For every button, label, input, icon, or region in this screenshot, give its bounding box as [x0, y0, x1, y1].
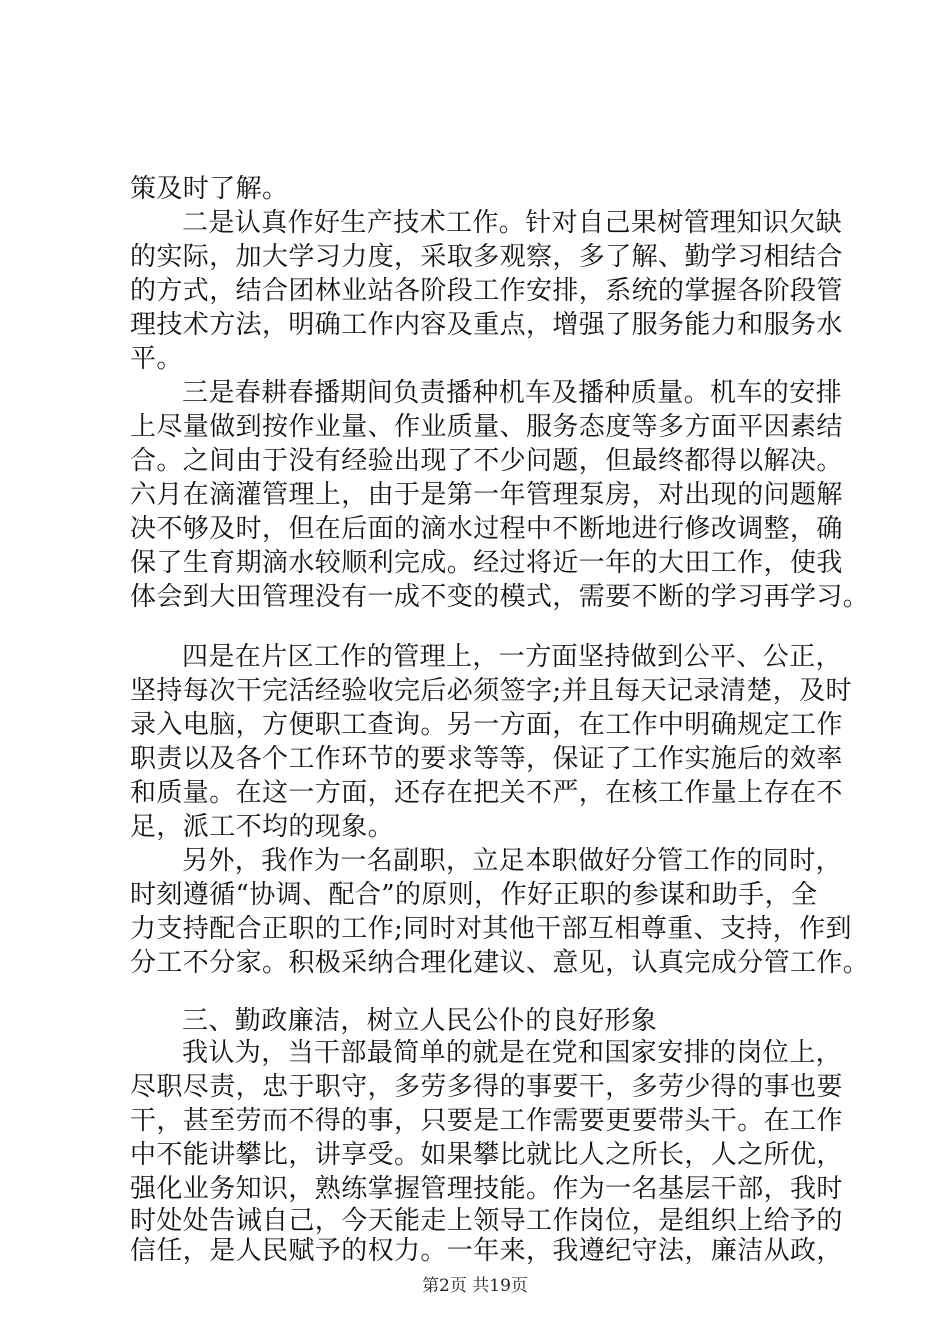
paragraph-line: 体会到大田管理没有一成不变的模式，需要不断的学习再学习。: [130, 582, 870, 612]
paragraph-line: 时处处告诫自己，今天能走上领导工作岗位，是组织上给予的: [130, 1206, 843, 1236]
paragraph-line: 信任，是人民赋予的权力。一年来，我遵纪守法，廉洁从政，: [130, 1236, 843, 1266]
paragraph-line: 三是春耕春播期间负责播种机车及播种质量。机车的安排: [182, 378, 843, 408]
paragraph-line: 保了生育期滴水较顺利完成。经过将近一年的大田工作，使我: [130, 548, 843, 578]
paragraph-line: 的方式，结合团林业站各阶段工作安排，系统的掌握各阶段管: [130, 276, 843, 306]
paragraph-line: 职责以及各个工作环节的要求等等，保证了工作实施后的效率: [130, 744, 843, 774]
paragraph-line: 我认为，当干部最简单的就是在党和国家安排的岗位上，: [182, 1038, 843, 1068]
paragraph-line: 的实际，加大学习力度，采取多观察，多了解、勤学习相结合: [130, 242, 843, 272]
paragraph-line: 录入电脑，方便职工查询。另一方面，在工作中明确规定工作: [130, 710, 843, 740]
paragraph-line: 时刻遵循“协调、配合”的原则，作好正职的参谋和助手，全: [130, 880, 818, 910]
paragraph-line: 强化业务知识，熟练掌握管理技能。作为一名基层干部，我时: [130, 1174, 843, 1204]
paragraph-line: 六月在滴灌管理上，由于是第一年管理泵房，对出现的问题解: [130, 480, 843, 510]
section-heading: 三、勤政廉洁，树立人民公仆的良好形象: [182, 1006, 658, 1036]
paragraph-line: 和质量。在这一方面，还存在把关不严，在核工作量上存在不: [130, 778, 843, 808]
paragraph-line: 尽职尽责，忠于职守，多劳多得的事要干，多劳少得的事也要: [130, 1072, 843, 1102]
paragraph-line: 坚持每次干完活经验收完后必须签字;并且每天记录清楚，及时: [130, 676, 852, 706]
paragraph-line: 另外，我作为一名副职，立足本职做好分管工作的同时，: [182, 846, 843, 876]
paragraph-line: 干，甚至劳而不得的事，只要是工作需要更要带头干。在工作: [130, 1106, 843, 1136]
paragraph-line: 分工不分家。积极采纳合理化建议、意见，认真完成分管工作。: [130, 948, 870, 978]
paragraph-line: 平。: [130, 344, 183, 374]
paragraph-line: 上尽量做到按作业量、作业质量、服务态度等多方面平因素结: [130, 412, 843, 442]
paragraph-line: 合。之间由于没有经验出现了不少问题，但最终都得以解决。: [130, 446, 843, 476]
paragraph-line: 策及时了解。: [130, 174, 289, 204]
paragraph-line: 决不够及时，但在后面的滴水过程中不断地进行修改调整，确: [130, 514, 843, 544]
page-footer: 第2页 共19页: [422, 1276, 528, 1296]
paragraph-line: 力支持配合正职的工作;同时对其他干部互相尊重、支持，作到: [130, 914, 852, 944]
paragraph-line: 四是在片区工作的管理上，一方面坚持做到公平、公正，: [182, 642, 843, 672]
paragraph-line: 二是认真作好生产技术工作。针对自己果树管理知识欠缺: [182, 208, 843, 238]
paragraph-line: 理技术方法，明确工作内容及重点，增强了服务能力和服务水: [130, 310, 843, 340]
paragraph-line: 中不能讲攀比，讲享受。如果攀比就比人之所长，人之所优，: [130, 1140, 843, 1170]
paragraph-line: 足，派工不均的现象。: [130, 812, 395, 842]
